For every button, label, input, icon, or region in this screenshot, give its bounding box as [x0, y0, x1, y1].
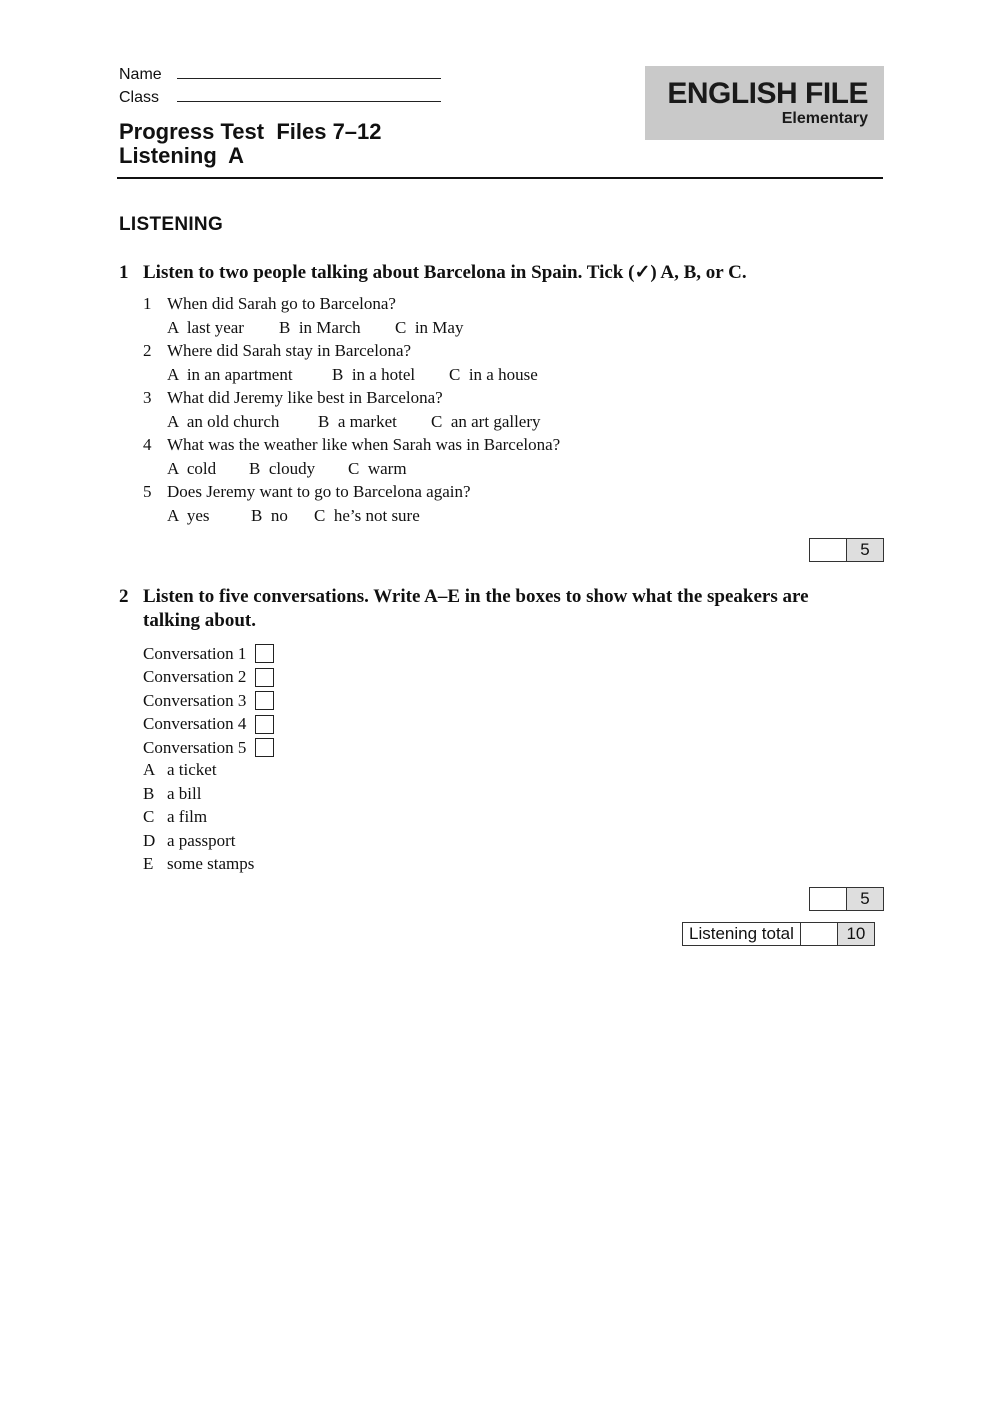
option-a[interactable]: A cold	[167, 458, 217, 478]
question-2	[143, 341, 560, 365]
option-b[interactable]: B in March	[279, 317, 361, 337]
conversation-1	[143, 642, 274, 666]
test-title-line1: Progress Test Files 7–12	[119, 119, 382, 144]
question-number: 4	[143, 435, 152, 454]
conversation-label: Conversation 3	[143, 690, 247, 710]
class-label: Class	[119, 89, 160, 106]
exercise1-instruction	[119, 261, 899, 285]
question-number: 2	[143, 341, 152, 360]
conversation-label: Conversation 2	[143, 667, 247, 687]
name-line[interactable]	[177, 64, 441, 79]
option-c[interactable]: C he’s not sure	[314, 505, 420, 525]
name-label: Name	[119, 66, 162, 83]
exercise2-score-box	[809, 887, 884, 911]
question-text: Does Jeremy want to go to Barcelona again?	[167, 482, 471, 501]
option-a[interactable]: A an old church	[167, 411, 280, 431]
question-text: Where did Sarah stay in Barcelona?	[167, 341, 412, 360]
exercise2-number: 2	[119, 586, 129, 607]
answer-option-e	[143, 854, 254, 878]
answer-letter: A	[143, 760, 156, 779]
answer-key-list	[143, 760, 254, 878]
class-line[interactable]	[177, 87, 441, 102]
test-title-line2: Listening A	[119, 143, 245, 168]
exercise1-questions	[143, 294, 560, 529]
question-1	[143, 294, 560, 318]
question-5-options	[143, 506, 560, 530]
answer-box[interactable]	[255, 715, 274, 734]
option-c[interactable]: C in a house	[449, 364, 538, 384]
option-b[interactable]: B a market	[318, 411, 397, 431]
answer-box[interactable]	[255, 738, 274, 757]
conversation-label: Conversation 5	[143, 737, 247, 757]
option-c[interactable]: C in May	[395, 317, 464, 337]
section-heading: LISTENING	[119, 214, 224, 235]
conversation-label: Conversation 4	[143, 714, 247, 734]
question-number: 1	[143, 294, 152, 313]
conversation-2	[143, 666, 274, 690]
total-input[interactable]	[801, 923, 838, 945]
answer-letter: D	[143, 830, 156, 850]
question-5	[143, 482, 560, 506]
question-text: When did Sarah go to Barcelona?	[167, 294, 396, 313]
answer-text: a bill	[167, 783, 202, 803]
total-max: 10	[838, 923, 874, 945]
score-input[interactable]	[810, 539, 847, 561]
option-b[interactable]: B in a hotel	[332, 364, 416, 384]
conversation-4	[143, 713, 274, 737]
answer-text: a ticket	[167, 760, 217, 779]
exercise2-instruction-line1: Listen to five conversations. Write A–E in the boxes to show what the speakers are	[143, 586, 809, 607]
option-a[interactable]: A in an apartment	[167, 364, 293, 384]
listening-total-box	[682, 922, 875, 946]
answer-text: a passport	[167, 830, 236, 850]
question-number: 5	[143, 482, 152, 501]
conversation-label: Conversation 1	[143, 643, 247, 663]
answer-box[interactable]	[255, 644, 274, 663]
question-number: 3	[143, 388, 152, 407]
answer-option-c	[143, 807, 254, 831]
header-rule	[117, 177, 883, 179]
score-input[interactable]	[810, 888, 847, 910]
answer-letter: E	[143, 854, 154, 873]
exercise1-number: 1	[119, 262, 129, 283]
answer-option-b	[143, 784, 254, 808]
answer-letter: B	[143, 783, 155, 803]
answer-option-d	[143, 831, 254, 855]
exercise2-instruction	[119, 585, 899, 633]
question-text: What was the weather like when Sarah was in Barcelona?	[167, 435, 561, 454]
total-label: Listening total	[683, 923, 801, 945]
option-b[interactable]: B no	[251, 505, 288, 525]
score-max: 5	[847, 539, 883, 561]
option-c[interactable]: C an art gallery	[431, 411, 541, 431]
conversation-list	[143, 642, 274, 760]
question-2-options	[143, 365, 560, 389]
question-1-options	[143, 318, 560, 342]
exercise2-instruction-line2: talking about.	[143, 610, 256, 631]
question-3	[143, 388, 560, 412]
question-4	[143, 435, 560, 459]
option-a[interactable]: A yes	[167, 505, 210, 525]
test-title	[119, 120, 382, 168]
answer-text: some stamps	[167, 854, 255, 873]
answer-box[interactable]	[255, 691, 274, 710]
answer-letter: C	[143, 807, 155, 826]
score-max: 5	[847, 888, 883, 910]
answer-box[interactable]	[255, 668, 274, 687]
question-text: What did Jeremy like best in Barcelona?	[167, 388, 443, 407]
name-field[interactable]	[119, 64, 441, 84]
answer-option-a	[143, 760, 254, 784]
option-a[interactable]: A last year	[167, 317, 244, 337]
class-field[interactable]	[119, 87, 441, 107]
conversation-5	[143, 736, 274, 760]
question-4-options	[143, 459, 560, 483]
english-file-logo	[645, 66, 884, 140]
exercise1-instruction-text: Listen to two people talking about Barcelona in Spain. Tick (✓) A, B, or C.	[143, 262, 747, 283]
exercise1-score-box	[809, 538, 884, 562]
logo-sub-text: Elementary	[781, 110, 868, 127]
logo-main-text: ENGLISH FILE	[667, 77, 868, 110]
option-b[interactable]: B cloudy	[249, 458, 316, 478]
question-3-options	[143, 412, 560, 436]
option-c[interactable]: C warm	[348, 458, 407, 478]
conversation-3	[143, 689, 274, 713]
answer-text: a film	[167, 807, 208, 826]
